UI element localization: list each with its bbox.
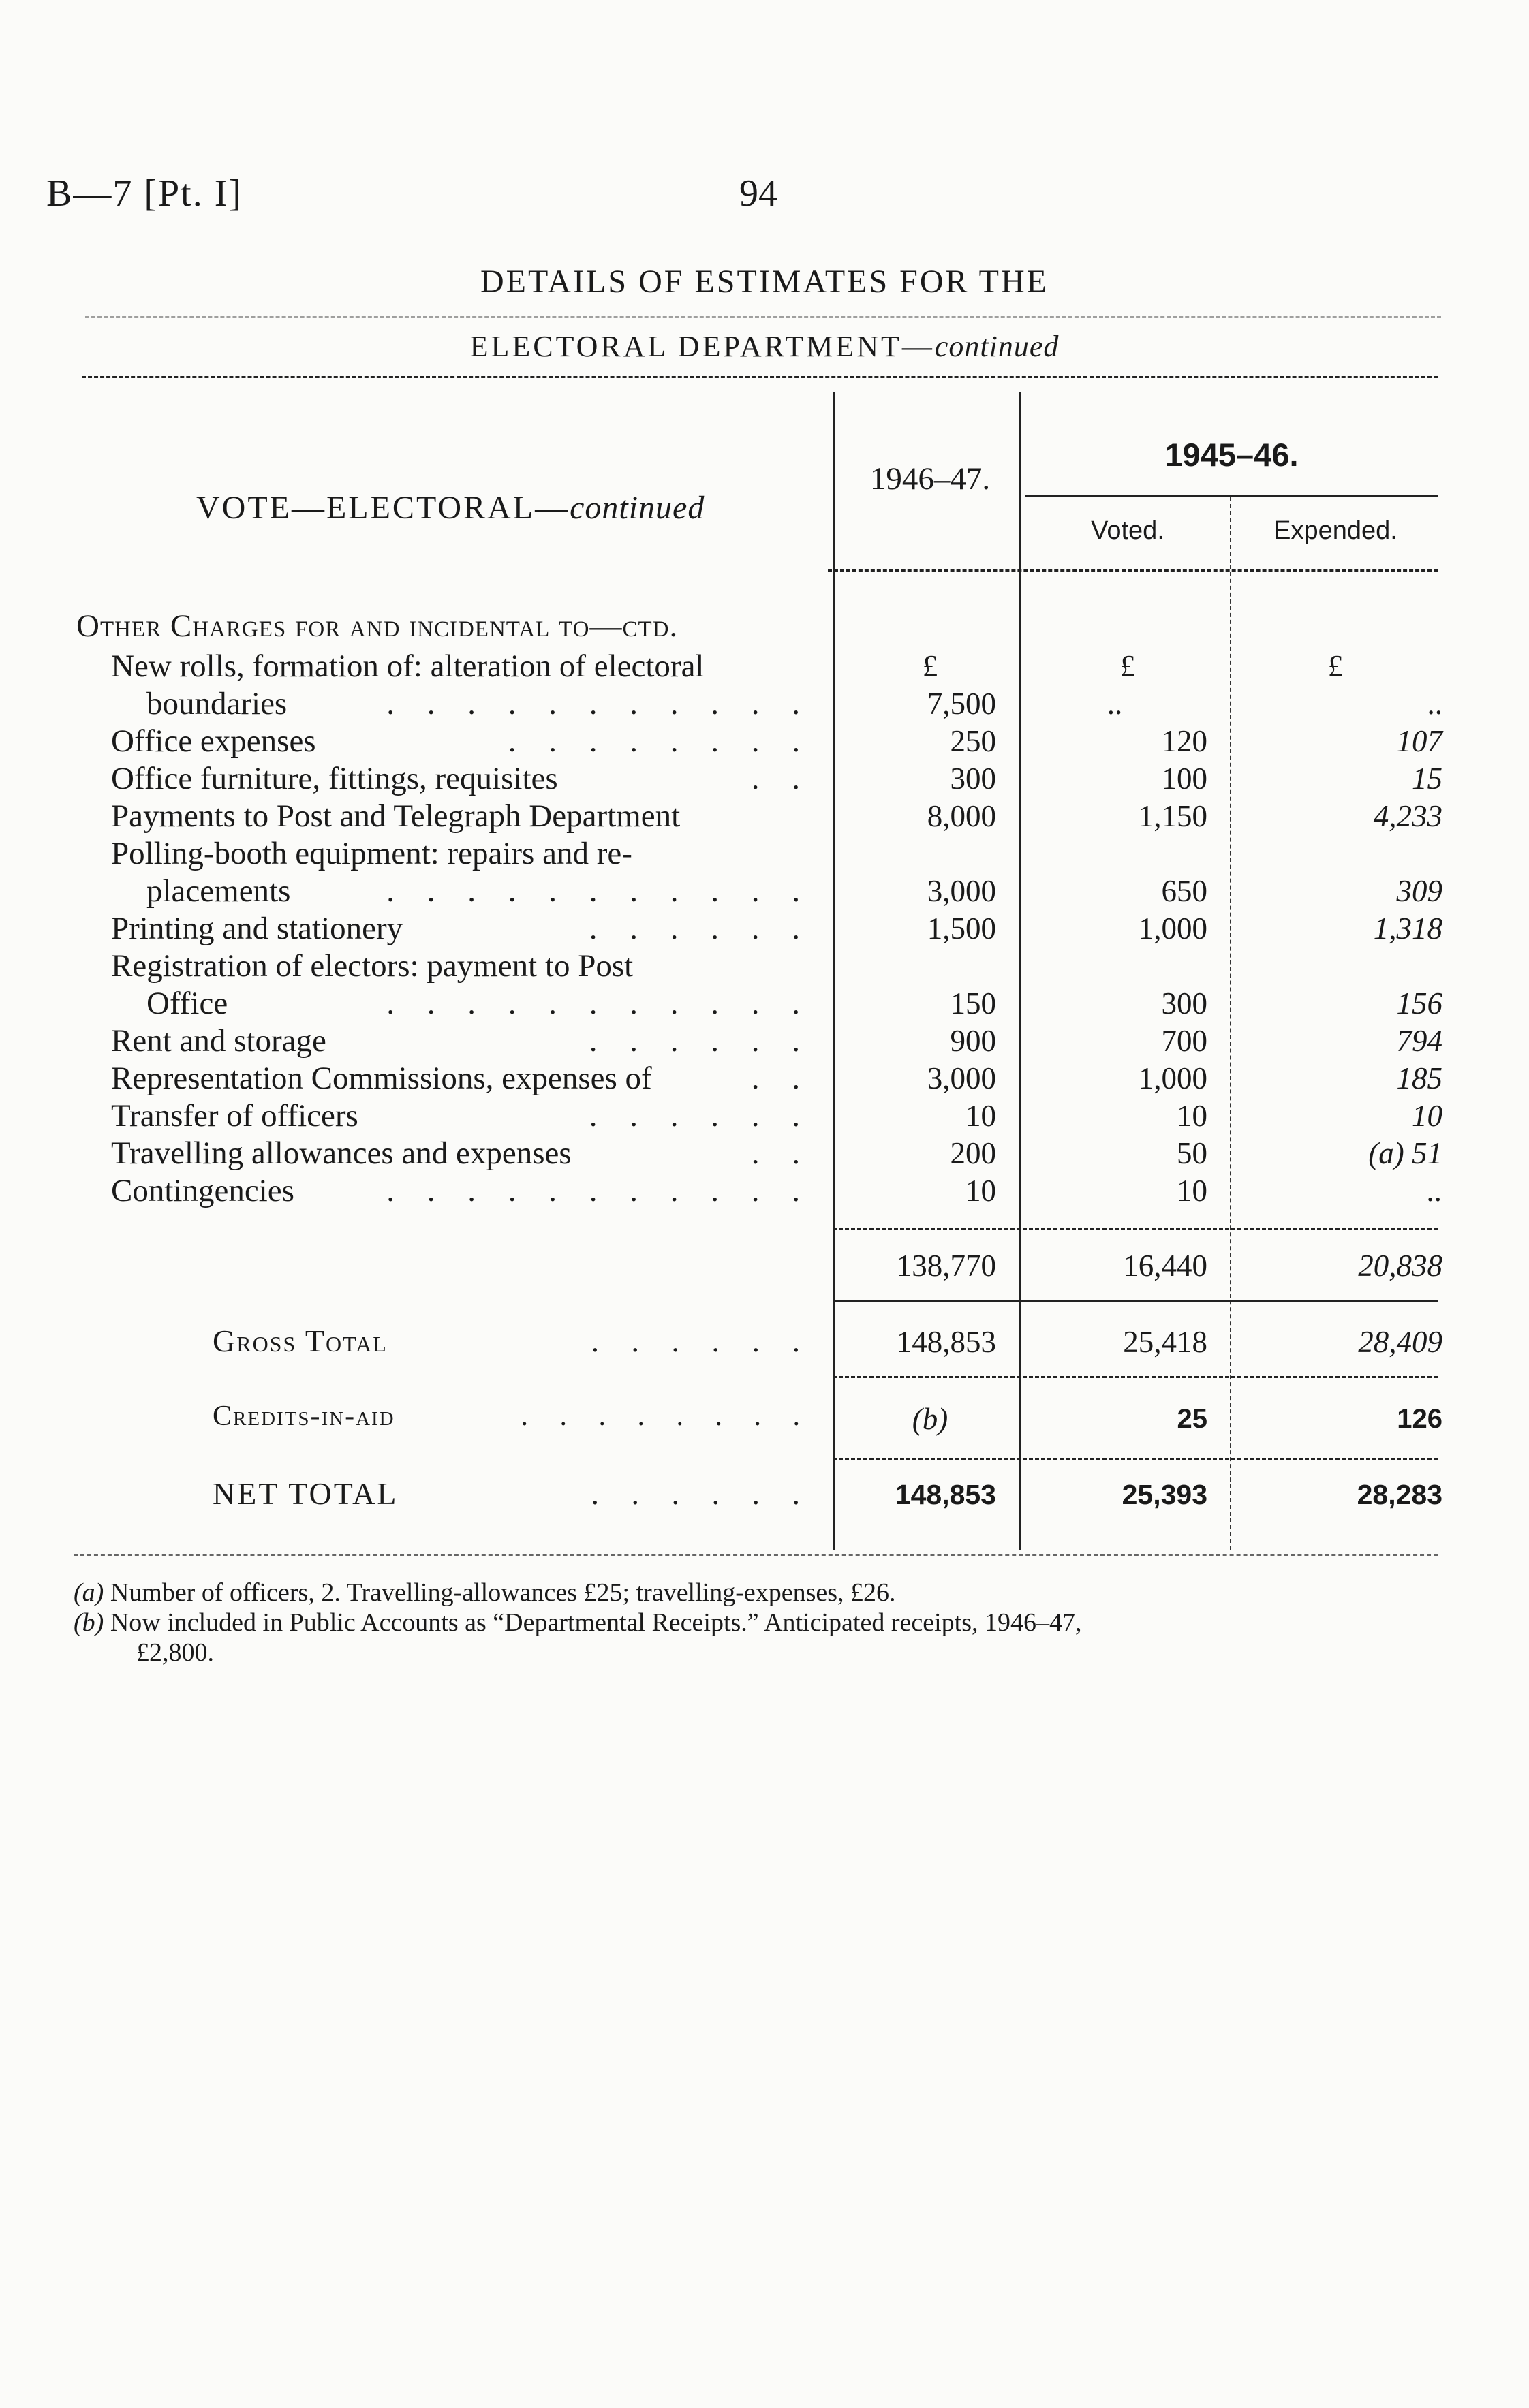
leader-dots: . . . . . . . . . . . xyxy=(386,986,812,1021)
row-value-voted: 100 xyxy=(1161,762,1207,796)
row-label-text: Office xyxy=(146,986,228,1021)
row-value-expended: 156 xyxy=(1396,986,1442,1020)
row-value-1946: 250 xyxy=(950,724,996,758)
row-value-voted: 10 xyxy=(1177,1174,1207,1208)
subtotal-expended: 20,838 xyxy=(1358,1249,1442,1283)
credits-in-aid-expended: 126 xyxy=(1397,1404,1442,1434)
row-value-1946: 7,500 xyxy=(927,687,996,721)
row-label xyxy=(111,1134,812,1172)
row-value-voted: 700 xyxy=(1161,1024,1207,1058)
net-total-1946: 148,853 xyxy=(895,1479,996,1510)
row-label-text: Transfer of officers xyxy=(111,1098,358,1133)
title-rule xyxy=(85,316,1441,318)
gross-total-rule xyxy=(833,1376,1438,1378)
row-value-voted: 10 xyxy=(1177,1099,1207,1133)
row-label: Polling-booth equipment: repairs and re- xyxy=(111,836,632,871)
row-label-text: Office expenses xyxy=(111,723,316,759)
leader-dots: . . . . . . . . . . . xyxy=(386,1173,812,1208)
row-value-voted: 1,150 xyxy=(1138,799,1207,833)
currency-symbol-expended: £ xyxy=(1327,649,1344,683)
row-value-expended: 107 xyxy=(1396,724,1442,758)
subtotal-voted: 16,440 xyxy=(1123,1249,1207,1283)
vote-heading-italic: continued xyxy=(570,490,705,526)
row-label-text: Office furniture, fittings, requisites xyxy=(111,761,558,796)
row-label xyxy=(111,1022,812,1060)
row-value-1946: 150 xyxy=(950,986,996,1020)
leader-dots: . . . . . . xyxy=(589,1023,812,1059)
row-value-expended: 4,233 xyxy=(1373,799,1442,833)
leader-dots: . . . . . . xyxy=(591,1324,812,1358)
footnote-a xyxy=(74,1578,1491,1608)
row-label-text: boundaries xyxy=(146,686,288,721)
subtotal-1946: 138,770 xyxy=(896,1249,996,1283)
column-header-voted: Voted. xyxy=(1091,516,1164,545)
leader-dots: . . xyxy=(751,761,812,796)
gross-total-text: Gross Total xyxy=(213,1324,388,1358)
row-value-expended: 309 xyxy=(1396,874,1442,908)
page-number: 94 xyxy=(739,172,777,215)
footnote-a-text: Number of officers, 2. Travelling-allowances £25; travelling-expenses, £26. xyxy=(110,1578,896,1607)
leader-dots: . . xyxy=(751,1136,812,1171)
row-value-voted: .. xyxy=(1107,687,1123,721)
row-value-expended: (a) 51 xyxy=(1368,1136,1442,1170)
credits-in-aid-voted: 25 xyxy=(1177,1404,1207,1434)
row-label-text: Travelling allowances and expenses xyxy=(111,1136,572,1171)
row-value-1946: 300 xyxy=(950,762,996,796)
row-label-text: placements xyxy=(146,873,291,909)
net-total-top-rule xyxy=(833,1458,1438,1460)
leader-dots: . . . . . . xyxy=(589,911,812,946)
leader-dots: . . xyxy=(751,1061,812,1096)
currency-symbol-1946: £ xyxy=(922,649,938,683)
row-label xyxy=(111,1097,812,1135)
row-label xyxy=(111,909,812,948)
row-label-text: Representation Commissions, expenses of xyxy=(111,1061,652,1096)
row-value-voted: 650 xyxy=(1161,874,1207,908)
page-reference: B—7 [Pt. I] xyxy=(46,172,243,215)
row-label-cont xyxy=(146,984,812,1022)
subtitle-main: ELECTORAL DEPARTMENT— xyxy=(469,330,935,363)
footnote-b xyxy=(74,1608,1491,1638)
subtotal-rule xyxy=(833,1228,1438,1230)
row-value-1946: 3,000 xyxy=(927,874,996,908)
vote-heading-main: VOTE—ELECTORAL— xyxy=(196,490,570,526)
net-total-expended: 28,283 xyxy=(1357,1479,1442,1510)
currency-symbol-voted: £ xyxy=(1119,649,1136,683)
row-label xyxy=(111,722,812,760)
credits-in-aid-1946: (b) xyxy=(912,1402,948,1436)
net-total-label xyxy=(213,1475,812,1512)
column-header-expended: Expended. xyxy=(1273,516,1397,545)
row-value-1946: 200 xyxy=(950,1136,996,1170)
header-bottom-rule xyxy=(828,569,1438,572)
table-top-rule xyxy=(82,376,1438,378)
row-label-cont xyxy=(146,685,812,723)
row-value-expended: 185 xyxy=(1396,1061,1442,1095)
row-value-1946: 1,500 xyxy=(927,911,996,945)
leader-dots: . . . . . . xyxy=(591,1476,812,1511)
footnote-b-mark: (b) xyxy=(74,1608,104,1637)
leader-dots: . . . . . . . . xyxy=(521,1401,812,1432)
row-value-1946: 10 xyxy=(966,1174,996,1208)
row-label xyxy=(111,1059,812,1097)
row-label: New rolls, formation of: alteration of electoral xyxy=(111,648,705,684)
footnote-a-mark: (a) xyxy=(74,1578,104,1607)
gross-total-voted: 25,418 xyxy=(1123,1325,1207,1359)
row-value-voted: 1,000 xyxy=(1138,911,1207,945)
gross-total-1946: 148,853 xyxy=(896,1325,996,1359)
row-value-expended: 1,318 xyxy=(1373,911,1442,945)
subtotal-bottom-rule xyxy=(833,1300,1438,1302)
row-value-1946: 3,000 xyxy=(927,1061,996,1095)
leader-dots: . . . . . . . . xyxy=(508,723,812,759)
leader-dots: . . . . . . xyxy=(589,1098,812,1133)
row-value-1946: 8,000 xyxy=(927,799,996,833)
vote-heading xyxy=(196,489,705,527)
page-subtitle xyxy=(0,329,1529,364)
row-value-expended: 794 xyxy=(1396,1024,1442,1058)
row-label-text: Contingencies xyxy=(111,1173,294,1208)
net-total-voted: 25,393 xyxy=(1122,1479,1207,1510)
row-value-voted: 120 xyxy=(1161,724,1207,758)
leader-dots: . . . . . . . . . . . xyxy=(386,873,812,909)
net-total-text: NET TOTAL xyxy=(213,1476,399,1511)
row-label-text: Rent and storage xyxy=(111,1023,326,1059)
row-value-1946: 10 xyxy=(966,1099,996,1133)
row-label: Payments to Post and Telegraph Department xyxy=(111,798,681,834)
row-value-voted: 1,000 xyxy=(1138,1061,1207,1095)
row-value-voted: 50 xyxy=(1177,1136,1207,1170)
row-value-expended: .. xyxy=(1427,687,1442,721)
row-value-voted: 300 xyxy=(1161,986,1207,1020)
page-title: DETAILS OF ESTIMATES FOR THE xyxy=(480,264,1049,300)
row-value-expended: 10 xyxy=(1412,1099,1442,1133)
leader-dots: . . . . . . . . . . . xyxy=(386,686,812,721)
row-value-1946: 900 xyxy=(950,1024,996,1058)
year-header-rule xyxy=(1025,495,1438,497)
gross-total-label xyxy=(213,1323,812,1359)
row-label-text: Printing and stationery xyxy=(111,911,403,946)
row-value-expended: 15 xyxy=(1412,762,1442,796)
table-bottom-rule xyxy=(74,1554,1438,1556)
row-label xyxy=(111,1172,812,1210)
row-label xyxy=(111,760,812,798)
credits-in-aid-text: Credits-in-aid xyxy=(213,1401,395,1432)
subtitle-italic: continued xyxy=(934,330,1060,363)
row-value-expended: .. xyxy=(1427,1174,1442,1208)
column-header-1945-46: 1945–46. xyxy=(1164,437,1299,473)
footnote-b-text: Now included in Public Accounts as “Departmental Receipts.” Anticipated receipts, 1946–47, xyxy=(110,1608,1082,1637)
column-header-1946-47: 1946–47. xyxy=(869,461,991,497)
credits-in-aid-label xyxy=(213,1400,812,1433)
row-label-cont xyxy=(146,872,812,910)
section-heading: Other Charges for and incidental to—ctd. xyxy=(76,608,679,644)
footnote-b-continued: £2,800. xyxy=(136,1638,214,1667)
gross-total-expended: 28,409 xyxy=(1358,1325,1442,1359)
row-label: Registration of electors: payment to Post xyxy=(111,948,634,984)
